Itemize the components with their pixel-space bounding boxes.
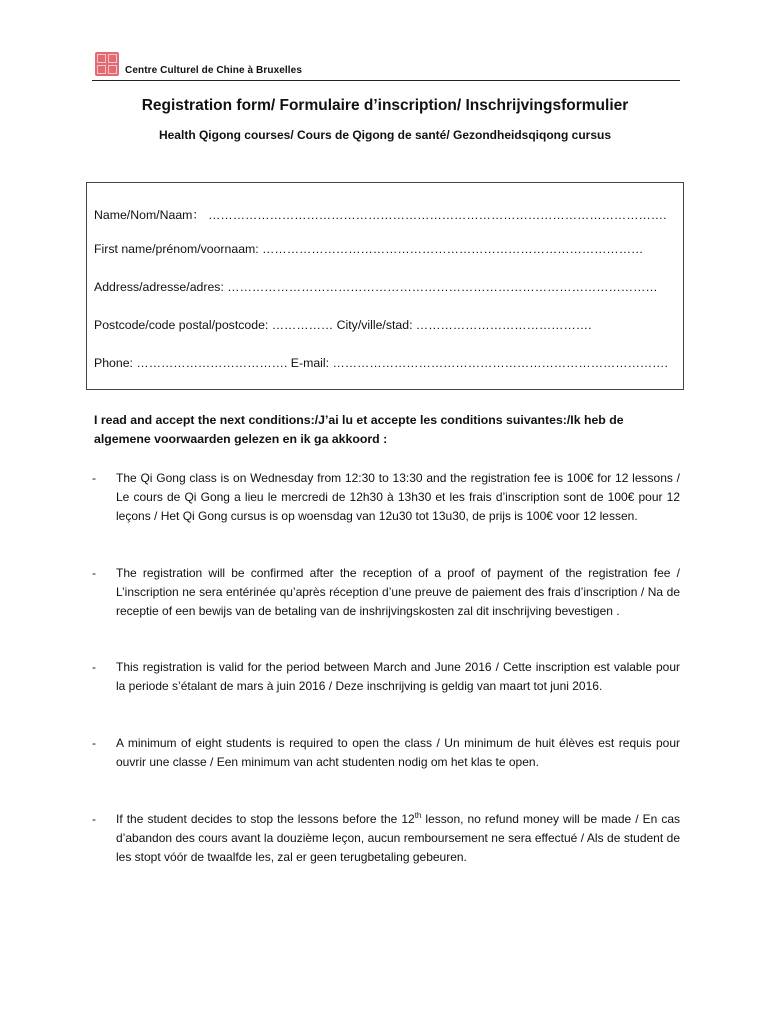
- condition-text-part: lesson, no refund money will be made / En cas d’abandon des cours avant la douzième leçon, aucun remboursement ne sera effectué / Als de student de les stopt vóór de twaalfde les, zal er geen terugbetaling gebeuren.: [116, 812, 681, 864]
- organization-name: Centre Culturel de Chine à Bruxelles: [125, 65, 302, 76]
- condition-text: [116, 810, 680, 867]
- condition-item: [92, 658, 680, 696]
- postcode-city-field[interactable]: Postcode/code postal/postcode: …………… City/ville/stad: …………………………………….: [94, 318, 592, 332]
- form-title: Registration form/ Formulaire d’inscription/ Inschrijvingsformulier: [141, 97, 629, 114]
- first-name-field[interactable]: First name/prénom/voornaam: …………………………………………………………………………………: [94, 242, 644, 256]
- letterhead: [92, 50, 680, 81]
- form-subtitle: Health Qigong courses/ Cours de Qigong de santé/ Gezondheidsqiqong cursus: [158, 128, 612, 142]
- condition-item: [92, 469, 680, 526]
- bullet-dash: -: [92, 660, 96, 674]
- condition-item: [92, 564, 680, 621]
- bullet-dash: -: [92, 566, 96, 580]
- registration-fields-box: [86, 182, 684, 390]
- bullet-dash: -: [92, 812, 96, 826]
- name-field[interactable]: Name/Nom/Naam： ………………………………………………………………………………………………….: [94, 208, 667, 222]
- address-field[interactable]: Address/adresse/adres: ……………………………………………………………………………………………: [94, 280, 658, 294]
- phone-email-field[interactable]: Phone: ………………………………. E-mail: ……………………………………………………………………….: [94, 356, 668, 370]
- bullet-dash: -: [92, 471, 96, 485]
- condition-text: The registration will be confirmed after the reception of a proof of payment of the registration fee / L’inscription ne sera entérinée qu’après réception d’une preuve de paiement des frais d’inscription / Na de receptie of een bewijs van de betaling van de inshrijvingskosten zal dit inschrijving bevestigen .: [116, 566, 680, 618]
- chinese-seal-logo-icon: [95, 52, 119, 76]
- conditions-heading: I read and accept the next conditions:/J’ai lu et accepte les conditions suivantes:/Ik heb de algemene voorwaarden gelezen en ik ga akkoord :: [94, 413, 624, 446]
- condition-text-part: If the student decides to stop the lessons before the 12: [116, 812, 415, 826]
- ordinal-suffix: th: [414, 811, 422, 820]
- condition-item: [92, 734, 680, 772]
- bullet-dash: -: [92, 736, 96, 750]
- condition-text: A minimum of eight students is required to open the class / Un minimum de huit élèves est requis pour ouvrir une classe / Een minimum van acht studenten nodig om het klas te open.: [116, 736, 680, 769]
- condition-text: This registration is valid for the period between March and June 2016 / Cette inscription est valable pour la periode s’étalant de mars à juin 2016 / Deze inschrijving is geldig van maart tot juni 2016.: [116, 660, 680, 693]
- condition-text: The Qi Gong class is on Wednesday from 12:30 to 13:30 and the registration fee is 100€ for 12 lessons / Le cours de Qi Gong a lieu le mercredi de 12h30 à 13h30 et les frais d’inscription sont de 100€ pour 12 leçons / Het Qi Gong cursus is op woensdag van 12u30 tot 13u30, de prijs is 100€ voor 12 lessen.: [116, 471, 680, 523]
- condition-item: [92, 810, 680, 867]
